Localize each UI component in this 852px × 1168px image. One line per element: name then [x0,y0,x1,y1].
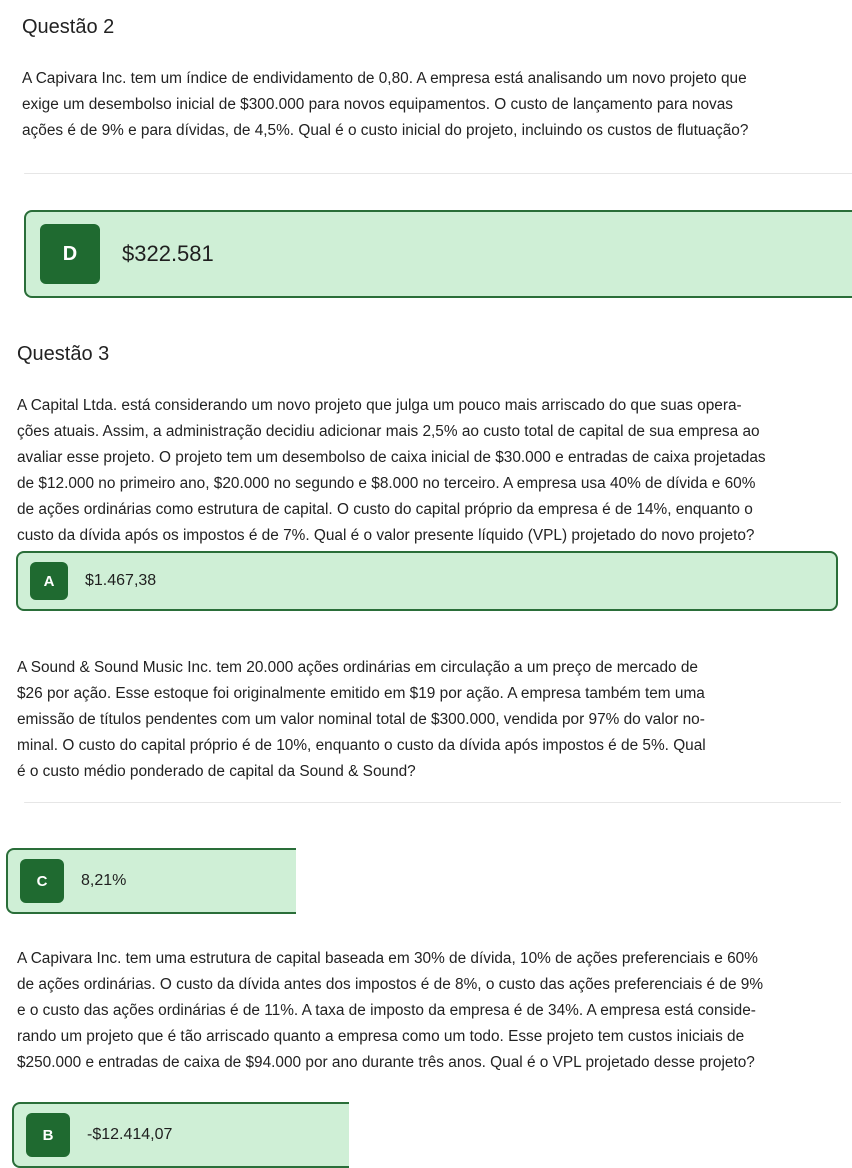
question-4-line: A Sound & Sound Music Inc. tem 20.000 ações ordinárias em circulação a um preço de mercado de [17,659,698,676]
question-3-answer[interactable] [16,551,838,611]
question-2-line: exige um desembolso inicial de $300.000 para novos equipamentos. O custo de lançamento para novas [22,96,733,113]
question-4-line: minal. O custo do capital próprio é de 10%, enquanto o custo da dívida após impostos é de 5%. Qual [17,737,706,754]
question-5-line: e o custo das ações ordinárias é de 11%. A taxa de imposto da empresa é de 34%. A empresa está conside- [17,1002,756,1019]
question-3-text [17,393,850,549]
question-3-line: avaliar esse projeto. O projeto tem um desembolso de caixa inicial de $30.000 e entradas de caixa projetadas [17,449,766,466]
question-5-answer-value: -$12.414,07 [87,1126,173,1143]
question-5-text [17,946,850,1076]
question-2-answer-value: $322.581 [122,241,214,266]
question-3-line: de ações ordinárias como estrutura de capital. O custo do capital próprio da empresa é de 14%, enquanto o [17,501,753,518]
question-4-text [17,655,850,785]
question-3-answer-letter: A [30,562,68,600]
question-4-answer[interactable] [6,848,296,914]
question-5-line: A Capivara Inc. tem uma estrutura de capital baseada em 30% de dívida, 10% de ações preferenciais e 60% [17,950,758,967]
question-3-line: A Capital Ltda. está considerando um novo projeto que julga um pouco mais arriscado do que suas opera- [17,397,742,414]
question-2-line: A Capivara Inc. tem um índice de endividamento de 0,80. A empresa está analisando um novo projeto que [22,70,747,87]
question-5-line: $250.000 e entradas de caixa de $94.000 por ano durante três anos. Qual é o VPL projetado desse projeto? [17,1054,755,1071]
question-4-divider [24,802,841,803]
question-3-title: Questão 3 [17,343,110,365]
question-5-answer[interactable] [12,1102,349,1168]
question-4-answer-value: 8,21% [81,872,127,889]
question-2-title: Questão 2 [22,16,115,38]
question-2-answer-letter: D [40,224,100,284]
question-5-line: rando um projeto que é tão arriscado quanto a empresa como um todo. Esse projeto tem custos iniciais de [17,1028,745,1045]
question-3-line: de $12.000 no primeiro ano, $20.000 no segundo e $8.000 no terceiro. A empresa usa 40% de dívida e 60% [17,475,756,492]
question-5-answer-letter: B [26,1113,70,1157]
question-4-line: é o custo médio ponderado de capital da Sound & Sound? [17,763,416,780]
question-3-answer-value: $1.467,38 [85,572,157,589]
question-4-answer-letter: C [20,859,64,903]
question-2-line: ações é de 9% e para dívidas, de 4,5%. Qual é o custo inicial do projeto, incluindo os custos de flutuação? [22,122,749,139]
question-5-line: de ações ordinárias. O custo da dívida antes dos impostos é de 8%, o custo das ações preferenciais é de 9% [17,976,764,993]
question-4-line: $26 por ação. Esse estoque foi originalmente emitido em $19 por ação. A empresa também tem uma [17,685,705,702]
question-2-divider [24,173,852,174]
question-4-line: emissão de títulos pendentes com um valor nominal total de $300.000, vendida por 97% do valor no- [17,711,705,728]
question-2-answer[interactable] [24,210,852,298]
question-2-text [22,66,850,144]
question-3-line: custo da dívida após os impostos é de 7%. Qual é o valor presente líquido (VPL) projetado do novo projeto? [17,527,755,544]
question-3-line: ções atuais. Assim, a administração decidiu adicionar mais 2,5% ao custo total de capital de sua empresa ao [17,423,760,440]
